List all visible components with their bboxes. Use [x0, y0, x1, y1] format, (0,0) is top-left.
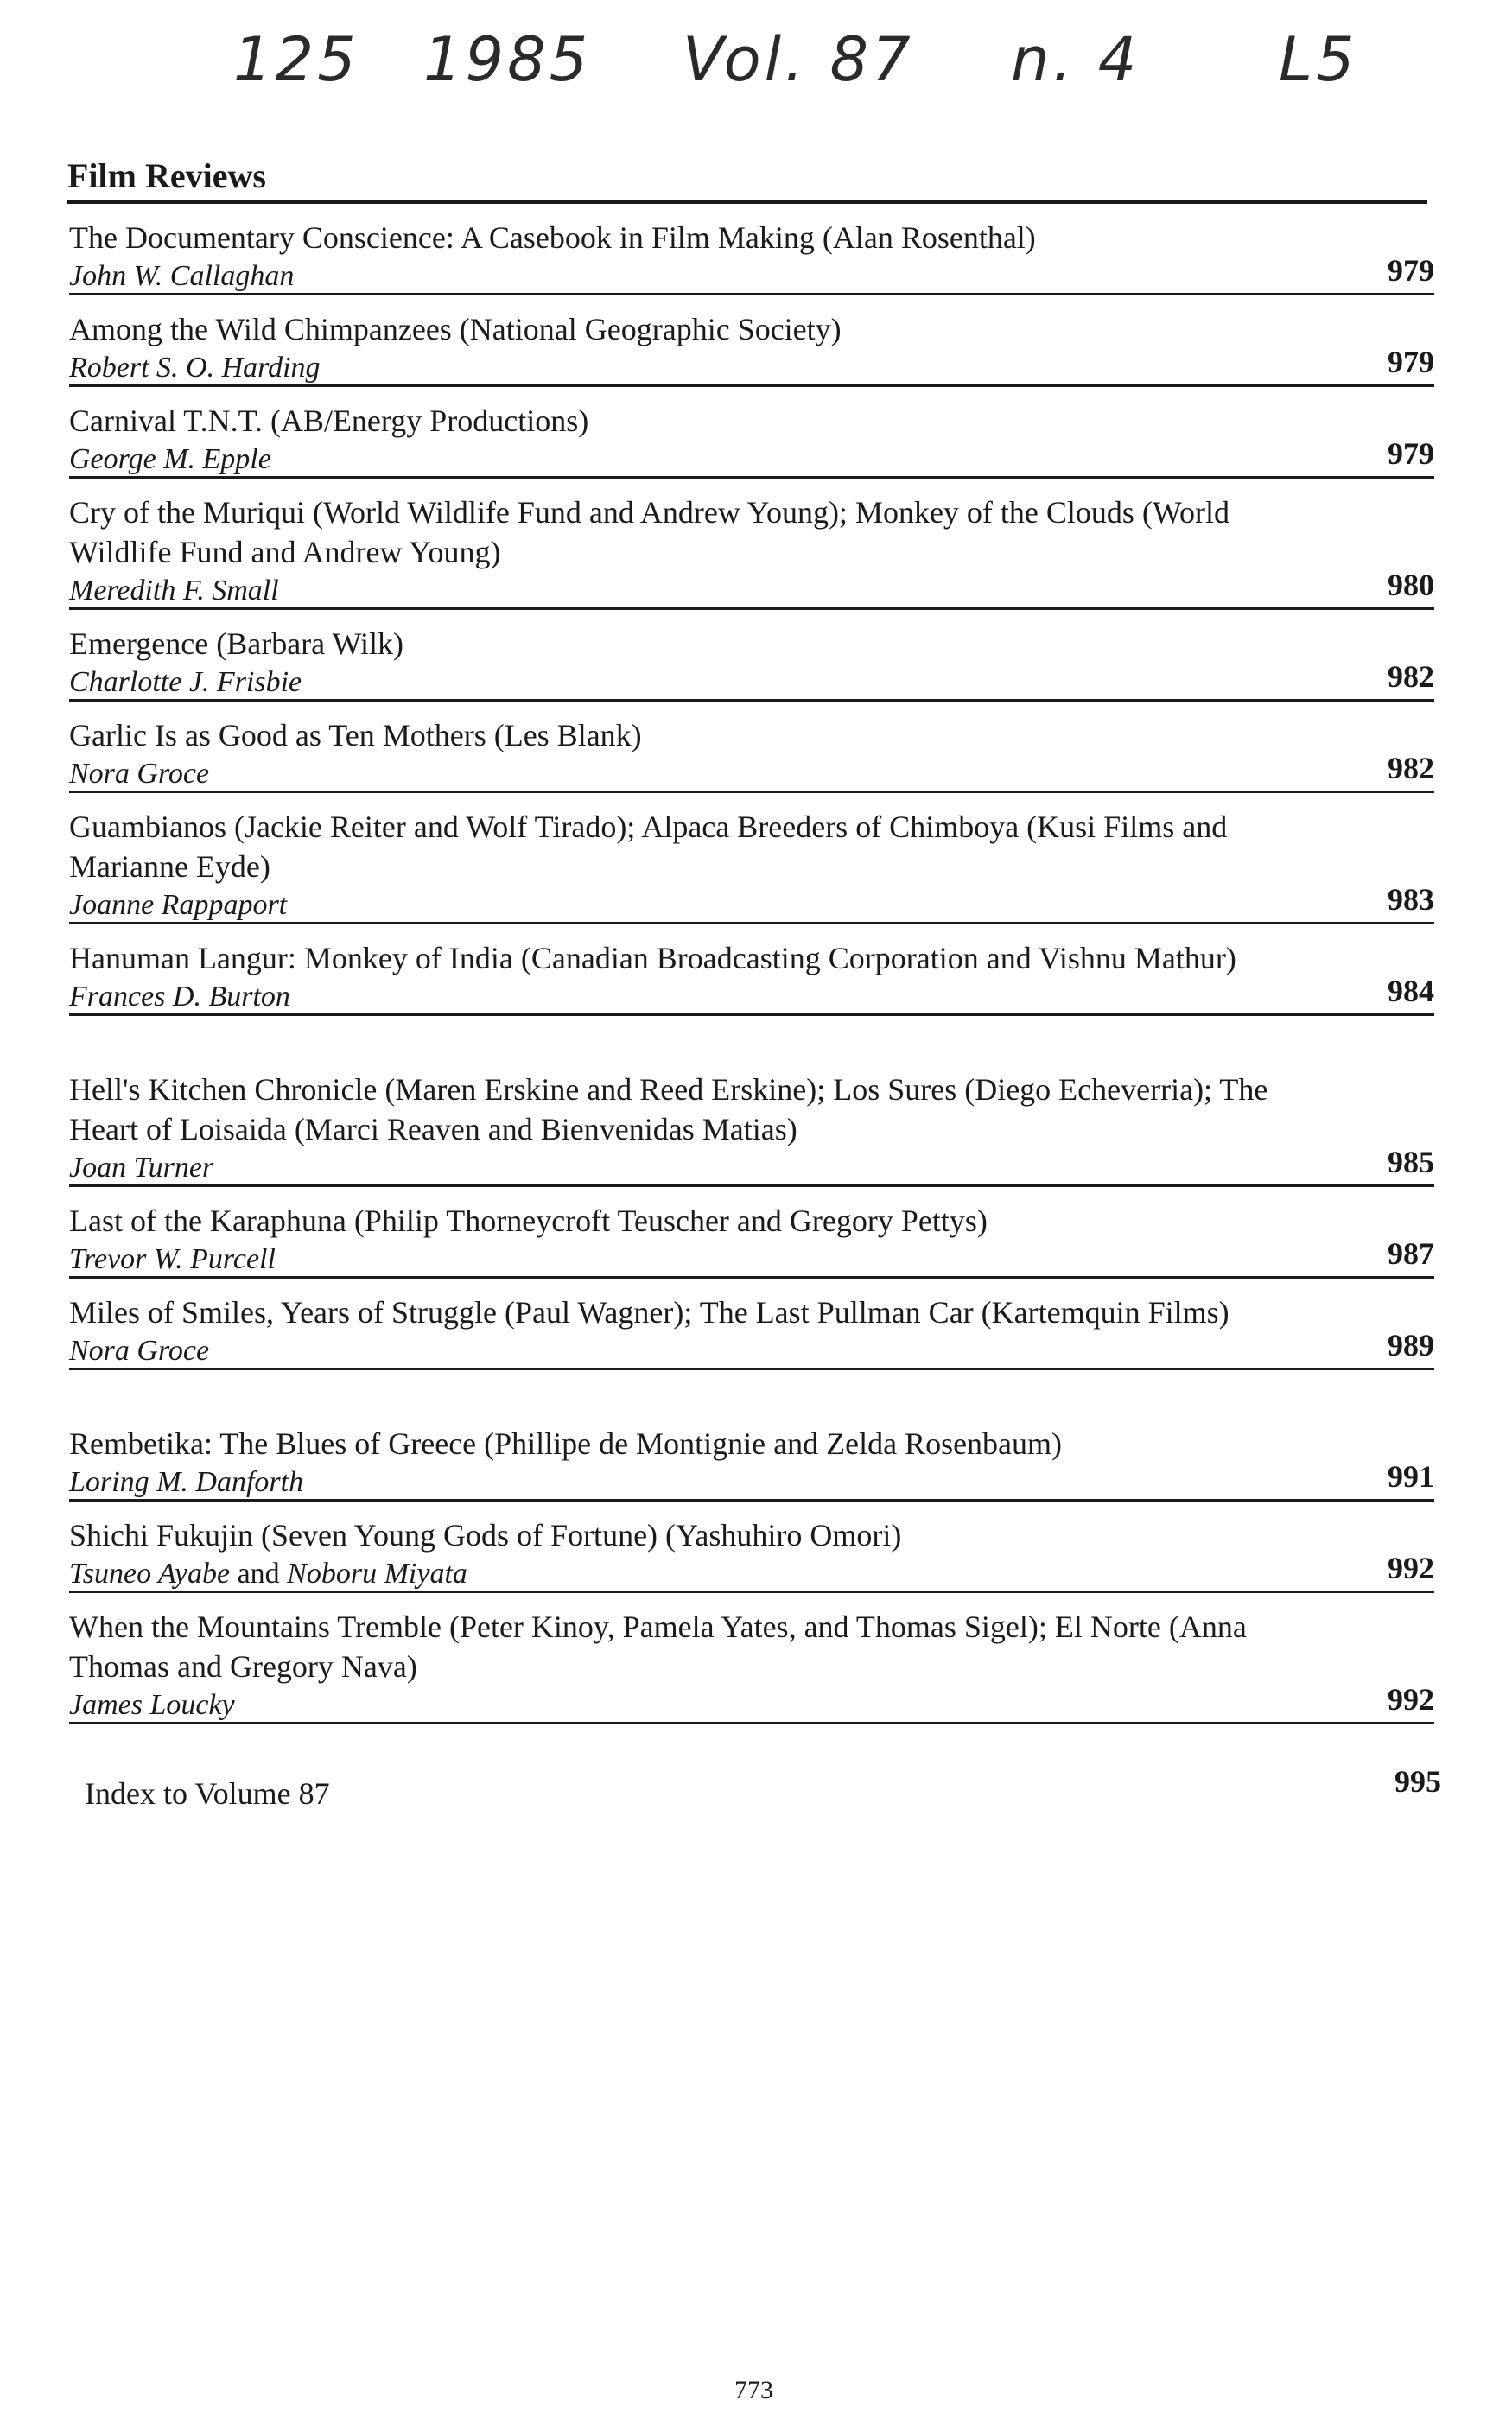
entry-title: Shichi Fukujin (Seven Young Gods of Fortune) (Yashuhiro Omori) — [69, 1518, 902, 1553]
toc-entry — [69, 1201, 1434, 1279]
toc-entry — [69, 1292, 1434, 1370]
entry-page-number: 983 — [1388, 882, 1434, 917]
toc-entry — [69, 218, 1434, 295]
entry-reviewer: Nora Groce — [69, 758, 210, 790]
toc-entry — [69, 624, 1434, 702]
entry-reviewer: Loring M. Danforth — [69, 1466, 304, 1498]
toc-entry — [69, 309, 1434, 387]
entry-rule — [69, 1013, 1434, 1016]
index-page-number: 995 — [1394, 1764, 1441, 1799]
entry-page-number: 992 — [1388, 1551, 1434, 1585]
index-entry — [85, 1764, 1441, 1812]
entry-title: The Documentary Conscience: A Casebook in Film Making (Alan Rosenthal) — [69, 220, 1036, 255]
entry-reviewer-name: Tsuneo Ayabe — [69, 1558, 231, 1590]
entry-rule — [69, 1276, 1434, 1279]
toc-entry — [69, 938, 1434, 1016]
handwritten-note-part: L5 — [1279, 24, 1358, 95]
toc-entry — [69, 807, 1434, 924]
toc-entry — [69, 1070, 1434, 1187]
entry-reviewer: Joanne Rappaport — [69, 889, 288, 921]
entry-page-number: 992 — [1388, 1682, 1434, 1717]
handwritten-note-part: Vol. 87 — [683, 24, 914, 95]
entry-page-number: 982 — [1388, 751, 1434, 785]
entry-reviewer-name: Noboru Miyata — [287, 1558, 467, 1590]
entry-rule — [69, 1722, 1434, 1724]
toc-entry — [69, 1515, 1434, 1593]
entry-reviewer: Trevor W. Purcell — [69, 1243, 276, 1275]
entry-title: Last of the Karaphuna (Philip Thorneycroft Teuscher and Gregory Pettys) — [69, 1203, 988, 1238]
entry-title: When the Mountains Tremble (Peter Kinoy, Pamela Yates, and Thomas Sigel); El Norte (Anna Thomas and Gregory Nava) — [69, 1610, 1247, 1684]
entry-page-number: 991 — [1388, 1459, 1434, 1494]
entry-reviewer: Charlotte J. Frisbie — [69, 666, 302, 698]
entry-page-number: 987 — [1388, 1236, 1434, 1271]
entry-title: Cry of the Muriqui (World Wildlife Fund and Andrew Young); Monkey of the Clouds (World Wildlife Fund and Andrew Young) — [69, 495, 1229, 569]
entry-title: Emergence (Barbara Wilk) — [69, 626, 404, 661]
entry-reviewer: Joan Turner — [69, 1152, 214, 1184]
entry-reviewer: George M. Epple — [69, 443, 271, 475]
entry-rule — [69, 384, 1434, 387]
entry-rule — [69, 1368, 1434, 1370]
entry-reviewer-join: and — [237, 1558, 280, 1590]
entry-page-number: 984 — [1388, 974, 1434, 1008]
entry-page-number: 989 — [1388, 1328, 1434, 1362]
entry-rule — [69, 476, 1434, 479]
entry-page-number: 979 — [1388, 253, 1434, 288]
entry-rule — [69, 922, 1434, 924]
handwritten-note-part: n. 4 — [1011, 24, 1140, 95]
toc-entry — [69, 1607, 1434, 1724]
entry-rule — [69, 1499, 1434, 1502]
entry-page-number: 979 — [1388, 436, 1434, 471]
entry-title: Carnival T.N.T. (AB/Energy Productions) — [69, 403, 589, 438]
entry-reviewer: James Loucky — [69, 1689, 235, 1721]
entry-title: Rembetika: The Blues of Greece (Phillipe de Montignie and Zelda Rosenbaum) — [69, 1426, 1063, 1461]
section-rule — [67, 200, 1427, 204]
entry-reviewer: Frances D. Burton — [69, 981, 290, 1013]
entry-rule — [69, 607, 1434, 610]
entry-page-number: 982 — [1388, 659, 1434, 694]
entry-title: Miles of Smiles, Years of Struggle (Paul Wagner); The Last Pullman Car (Kartemquin Films) — [69, 1295, 1229, 1330]
entry-rule — [69, 1591, 1434, 1593]
entry-title: Among the Wild Chimpanzees (National Geographic Society) — [69, 312, 842, 346]
entry-rule — [69, 1184, 1434, 1187]
entry-title: Guambianos (Jackie Reiter and Wolf Tirado); Alpaca Breeders of Chimboya (Kusi Films and Marianne Eyde) — [69, 810, 1228, 884]
index-label: Index to Volume 87 — [85, 1776, 330, 1811]
page-folio: 773 — [734, 2376, 773, 2404]
entry-reviewer: John W. Callaghan — [69, 260, 295, 292]
entry-page-number: 979 — [1388, 345, 1434, 379]
entry-rule — [69, 293, 1434, 295]
toc-entry — [69, 1424, 1434, 1502]
entry-title: Hanuman Langur: Monkey of India (Canadian Broadcasting Corporation and Vishnu Mathur) — [69, 941, 1236, 975]
toc-entry — [69, 492, 1434, 610]
entry-rule — [69, 699, 1434, 702]
entry-reviewer — [69, 1555, 1434, 1593]
handwritten-note — [233, 24, 1443, 119]
handwritten-note-part: 1985 — [423, 24, 592, 95]
entry-page-number: 980 — [1388, 568, 1434, 602]
toc-entry — [69, 715, 1434, 793]
entry-reviewer: Nora Groce — [69, 1335, 210, 1367]
entry-reviewer: Meredith F. Small — [69, 575, 279, 606]
handwritten-note-part: 125 — [233, 24, 359, 95]
entry-reviewer: Robert S. O. Harding — [69, 352, 321, 384]
section-title: Film Reviews — [67, 156, 266, 195]
entry-page-number: 985 — [1388, 1145, 1434, 1179]
toc-entry — [69, 401, 1434, 479]
entry-title: Hell's Kitchen Chronicle (Maren Erskine and Reed Erskine); Los Sures (Diego Echeverria); The Heart of Loisaida (Marci Reaven and Bienvenidas Matias) — [69, 1072, 1268, 1146]
entry-rule — [69, 791, 1434, 793]
entry-title: Garlic Is as Good as Ten Mothers (Les Blank) — [69, 718, 642, 752]
